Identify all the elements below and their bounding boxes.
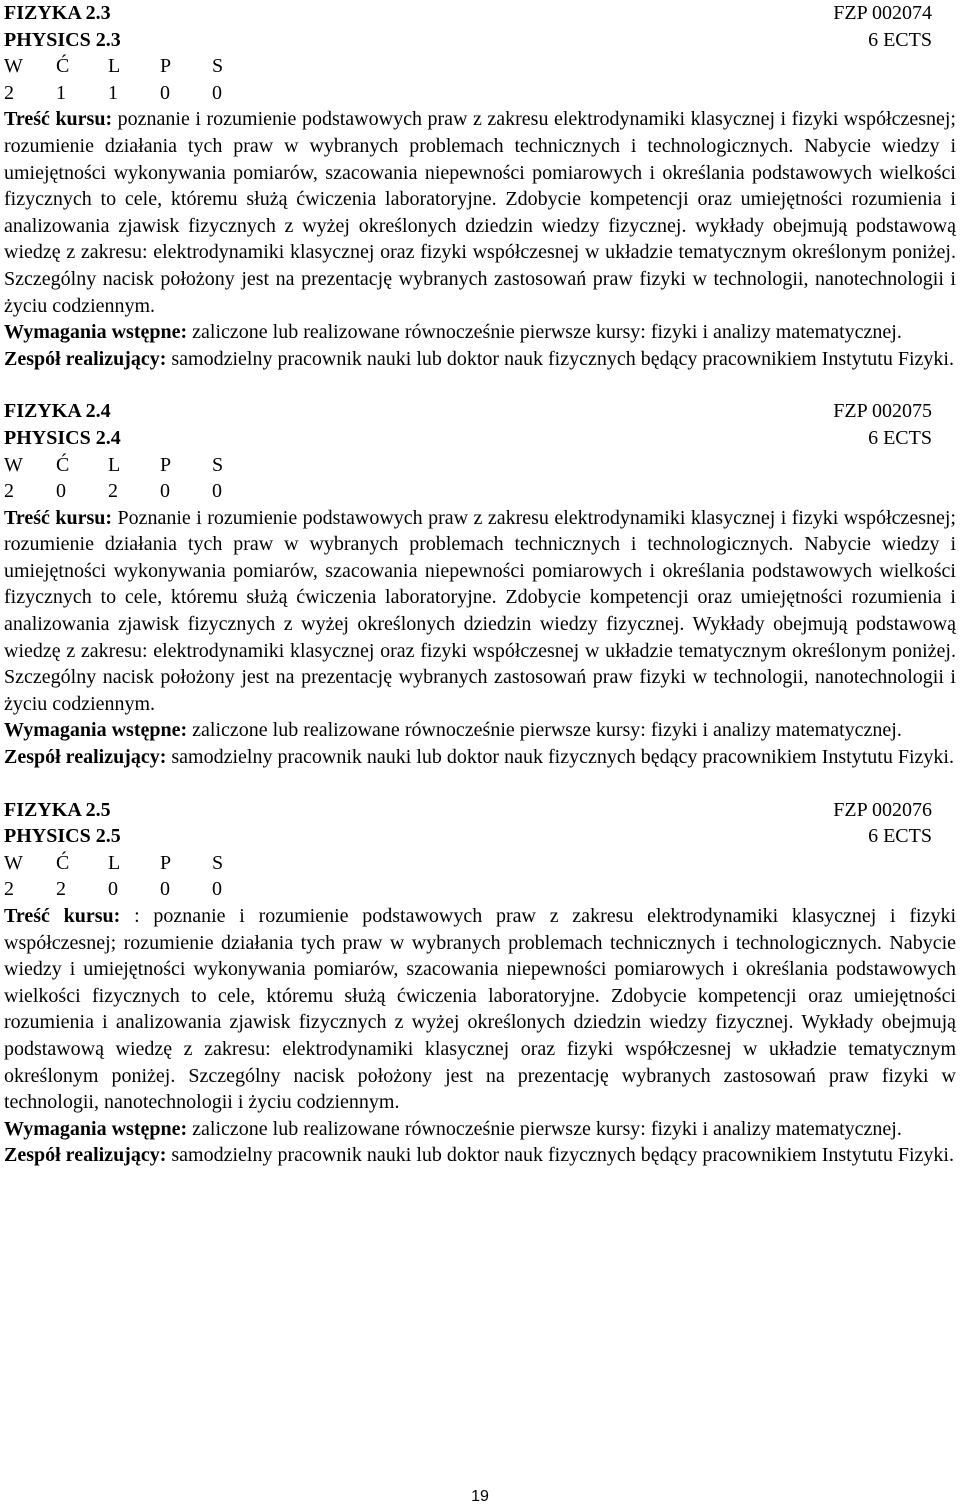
course-code: FZP 002075 [833,400,932,423]
course-content [4,903,956,1116]
course-team-text: samodzielny pracownik nauki lub doktor nauk fizycznych będący pracownikiem Instytutu Fizyki. [171,347,954,370]
hours-label: P [160,453,172,476]
hours-label: P [160,55,172,78]
course-name-pl: FIZYKA 2.3 [4,2,111,24]
hours-label: L [108,55,121,78]
course-name-pl: FIZYKA 2.4 [4,400,111,423]
course-header [4,797,956,824]
course-ects: 6 ECTS [868,825,932,848]
hours-value: 0 [160,480,170,503]
course-name-en: PHYSICS 2.5 [4,825,121,848]
course-requirements [4,717,956,744]
hours-label: W [4,851,23,874]
hours-label: S [212,55,224,78]
course-requirements-text: zaliczone lub realizowane równocześnie pierwsze kursy: fizyki i analizy matematycznej. [192,1117,902,1140]
course-requirements-label: Wymagania wstępne: [4,719,188,742]
course-team-label: Zespół realizujący: [4,1144,167,1167]
course-team [4,346,956,373]
hours-label: S [212,851,224,874]
hours-labels-row [4,53,956,80]
course-header-en [4,823,956,850]
course-content-text: Poznanie i rozumienie podstawowych praw z zakresu elektrodynamiki klasycznej i fizyki współczesnej; rozumienie działania tych praw w wybranych problemach technicznych i technologicznych. Nabycie wiedzy i umiejętności wykonywania pomiarów, szacowania niepewności pomiarowych i określania podstawowych wielkości fizycznych to cele, któremu służą ćwiczenia laboratoryjne. Zdobycie kompetencji oraz umiejętności rozumienia i analizowania zjawisk fizycznych z wyżej określonych dziedzin wiedzy fizycznej. Wykłady obejmują podstawową wiedzę z zakresu: elektrodynamiki klasycznej oraz fizyki współczesnej w układzie tematycznym określonym poniżej. Szczególny nacisk położony jest na prezentację wybranych zastosowań praw fizyki w technologii, nanotechnologii i życiu codziennym. [4,506,956,715]
course-ects: 6 ECTS [868,28,932,51]
hours-value: 2 [4,878,14,901]
hours-value: 2 [56,878,66,901]
hours-value: 1 [108,81,118,104]
course-header [4,398,956,425]
hours-values-row [4,80,956,107]
hours-label: P [160,851,172,874]
document-page [4,0,956,1169]
course-block [4,398,956,770]
course-requirements [4,1116,956,1143]
course-content-text: : poznanie i rozumienie podstawowych praw z zakresu elektrodynamiki klasycznej i fizyki współczesnej; rozumienie działania tych praw w wybranych problemach technicznych i technologicznych. Nabycie wiedzy i umiejętności wykonywania pomiarów, szacowania niepewności pomiarowych i określania podstawowych wielkości fizycznych to cele, któremu służą ćwiczenia laboratoryjne. Zdobycie kompetencji oraz umiejętności rozumienia i analizowania zjawisk fizycznych z wyżej określonych dziedzin wiedzy fizycznej. Wykłady obejmują podstawową wiedzę z zakresu: elektrodynamiki klasycznej oraz fizyki współczesnej w układzie tematycznym określonym poniżej. Szczególny nacisk położony jest na prezentację wybranych zastosowań praw fizyki w technologii, nanotechnologii i życiu codziennym. [4,905,957,1114]
course-team-text: samodzielny pracownik nauki lub doktor nauk fizycznych będący pracownikiem Instytutu Fizyki. [171,746,954,769]
hours-labels-row [4,850,956,877]
hours-label: W [4,55,23,78]
course-header-en [4,27,956,54]
hours-value: 0 [212,81,222,104]
hours-label: Ć [56,55,70,78]
course-content-label: Treść kursu: [4,506,113,529]
course-content-text: poznanie i rozumienie podstawowych praw z zakresu elektrodynamiki klasycznej i fizyki współczesnej; rozumienie działania tych praw w wybranych problemach technicznych i technologicznych. Nabycie wiedzy i umiejętności wykonywania pomiarów, szacowania niepewności pomiarowych i określania podstawowych wielkości fizycznych to cele, któremu służą ćwiczenia laboratoryjne. Zdobycie kompetencji oraz umiejętności rozumienia i analizowania zjawisk fizycznych z wyżej określonych dziedzin wiedzy fizycznej. wykłady obejmują podstawową wiedzę z zakresu: elektrodynamiki klasycznej oraz fizyki współczesnej w układzie tematycznym określonym poniżej. Szczególny nacisk położony jest na prezentację wybranych zastosowań praw fizyki w technologii, nanotechnologii i życiu codziennym. [4,108,956,317]
hours-values-row [4,478,956,505]
course-content-label: Treść kursu: [4,108,113,131]
hours-label: L [108,851,121,874]
page-number: 19 [471,1488,489,1505]
hours-label: Ć [56,851,70,874]
course-requirements [4,319,956,346]
hours-value: 2 [4,81,14,104]
course-block [4,797,956,1169]
hours-value: 0 [108,878,118,901]
hours-value: 0 [160,81,170,104]
course-team-label: Zespół realizujący: [4,347,167,370]
course-requirements-label: Wymagania wstępne: [4,321,188,344]
course-content [4,505,956,718]
course-content-label: Treść kursu: [4,905,121,927]
course-name-en: PHYSICS 2.4 [4,426,121,449]
hours-value: 0 [160,878,170,901]
hours-value: 2 [108,480,118,503]
hours-value: 0 [212,878,222,901]
hours-values-row [4,876,956,903]
course-requirements-label: Wymagania wstępne: [4,1117,188,1140]
hours-value: 1 [56,81,66,104]
hours-value: 2 [4,480,14,503]
hours-label: L [108,453,121,476]
hours-labels-row [4,452,956,479]
course-team-label: Zespół realizujący: [4,746,167,769]
hours-label: S [212,453,224,476]
course-header-en [4,425,956,452]
hours-label: Ć [56,453,70,476]
course-team [4,744,956,771]
course-requirements-text: zaliczone lub realizowane równocześnie pierwsze kursy: fizyki i analizy matematycznej. [192,719,902,742]
course-code: FZP 002076 [833,798,932,821]
course-ects: 6 ECTS [868,426,932,449]
course-name-pl: FIZYKA 2.5 [4,798,111,821]
hours-value: 0 [212,480,222,503]
course-content [4,106,956,319]
course-requirements-text: zaliczone lub realizowane równocześnie pierwsze kursy: fizyki i analizy matematycznej. [192,321,902,344]
course-block [4,0,956,372]
course-team [4,1142,956,1169]
course-header [4,0,956,27]
course-name-en: PHYSICS 2.3 [4,28,121,51]
course-team-text: samodzielny pracownik nauki lub doktor nauk fizycznych będący pracownikiem Instytutu Fizyki. [171,1144,954,1167]
course-code: FZP 002074 [833,2,932,24]
hours-value: 0 [56,480,66,503]
hours-label: W [4,453,23,476]
